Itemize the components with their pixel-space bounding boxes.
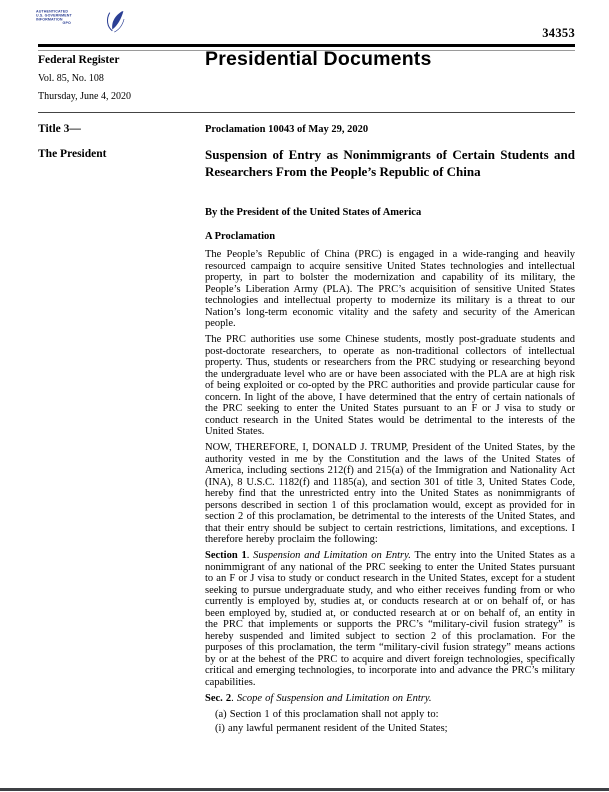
sidebar-column	[38, 122, 205, 738]
gpo-logo-line1: AUTHENTICATED	[36, 9, 69, 14]
gpo-logo-text	[36, 10, 72, 25]
page-bottom-edge	[0, 788, 609, 791]
page-number: 34353	[542, 26, 575, 40]
title-3-label: Title 3—	[38, 123, 81, 135]
gpo-logo-gpo: GPO	[62, 20, 71, 25]
header-rule-thick	[38, 44, 575, 47]
paragraph: NOW, THEREFORE, I, DONALD J. TRUMP, President of the United States, by the authority vested in me by the Constitution and the laws of the United States of America, including sections 212(f) and 215(a) of the Immigration and Nationality Act (INA), 8 U.S.C. 1182(f) and 1185(a), and section 301 of title 3, United States Code, hereby find that the unrestricted entry into the United States as nonimmigrants of persons described in section 1 of this proclamation would, except as provided for in section 2 of this proclamation, be detrimental to the interests of the United States, and that their entry should be subject to certain restrictions, limitations, and exceptions. I therefore hereby proclaim the following:	[205, 442, 575, 545]
masthead-date: Thursday, June 4, 2020	[38, 91, 131, 102]
paragraph: The People’s Republic of China (PRC) is engaged in a wide-ranging and heavily resourced campaign to acquire sensitive United States technologies and intellectual property, in part to bolster the modernization and capability of its military, the People’s Liberation Army (PLA). The PRC’s acquisition of sensitive United States technologies and intellectual property to modernize its military is a threat to our Nation’s long-term economic vitality and the safety and security of the American people.	[205, 249, 575, 329]
masthead-volume: Vol. 85, No. 108	[38, 73, 104, 84]
paragraph: The PRC authorities use some Chinese students, mostly post-graduate students and post-doctorate researchers, to operate as non-traditional collectors of intellectual property. Thus, students or researchers from the PRC studying or researching beyond the undergraduate level who are or have been associated with the PLA are at high risk of being exploited or co-opted by the PRC authorities and provide particular cause for concern. In light of the above, I have determined that the entry of certain nationals of the PRC seeking to enter the United States pursuant to an F or J visa to study or conduct research in the United States would be detrimental to the interests of the United States.	[205, 334, 575, 437]
paragraphs	[205, 249, 575, 735]
proclamation-heading: A Proclamation	[205, 231, 276, 242]
masthead-divider-rule	[38, 112, 575, 113]
the-president-label: The President	[38, 148, 107, 160]
document-title: Suspension of Entry as Nonimmigrants of Certain Students and Researchers From the People’s Republic of China	[205, 147, 575, 179]
paragraph: (a) Section 1 of this proclamation shall not apply to:	[215, 708, 439, 720]
paragraph: Section 1. Suspension and Limitation on Entry. The entry into the United States as a nonimmigrant of any national of the PRC seeking to enter the United States pursuant to an F or J visa to study or conduct research in the United States, except for a student seeking to pursue undergraduate study, and who either receives funding from or who currently is employed by, studies at, or conducts research at or on behalf of, or has been employed by, studied at, or conducted research at or on behalf of, an entity in the PRC that implements or supports the PRC’s “military-civil fusion strategy” is hereby suspended and limited subject to section 2 of this proclamation. For the purposes of this proclamation, the term “military-civil fusion strategy” means actions by or at the behest of the PRC to acquire and divert foreign technologies, specifically critical and emerging technologies, to incorporate into and advance the PRC’s military capabilities.	[205, 550, 576, 688]
main-column	[205, 122, 575, 738]
paragraph: (i) any lawful permanent resident of the United States;	[215, 723, 448, 734]
document-body	[38, 122, 575, 738]
paragraph: Sec. 2. Scope of Suspension and Limitation on Entry.	[205, 692, 432, 704]
section-banner: Presidential Documents	[205, 48, 432, 70]
gpo-logo-line3: INFORMATION	[36, 17, 63, 22]
proclamation-number-line: Proclamation 10043 of May 29, 2020	[205, 124, 369, 135]
masthead-name: Federal Register	[38, 54, 120, 66]
byline: By the President of the United States of America	[205, 207, 422, 218]
gpo-logo-line2: U.S. GOVERNMENT	[36, 13, 72, 18]
